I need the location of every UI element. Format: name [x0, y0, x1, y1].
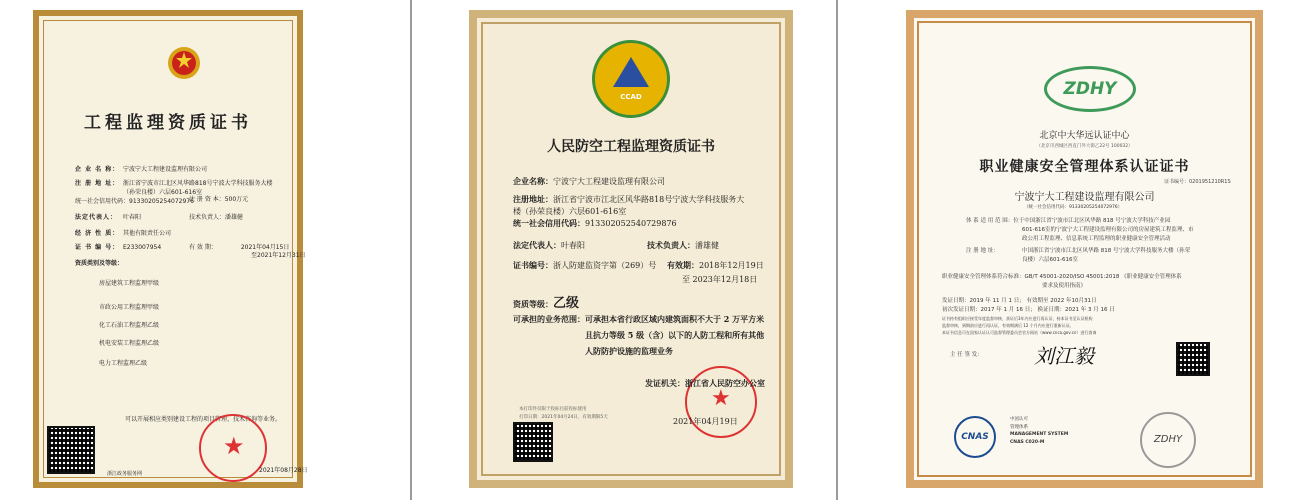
standard-line2: 要求及使用指南》 [1042, 283, 1087, 289]
zdhy-seal-icon: ZDHY [1140, 412, 1196, 468]
certificate-title: 工程监理资质证书 [84, 113, 252, 133]
credit-code: 91330205254072976 [129, 198, 194, 205]
ccad-logo-icon: CCAD [592, 40, 670, 118]
qualification-grade: 乙级 [553, 296, 580, 311]
note-3: 本证书信息可在国家认证认可监督管理委员会官方网站（www.cnca.gov.cn）进行查询 [942, 330, 1097, 335]
business-scope-line2: 且抗力等级 5 级（含）以下的人防工程和所有其他 [585, 330, 765, 340]
note-1: 证书持有组织应接受年度监督审核，获证后3年内应进行再认证，持本证书至认证机构 [942, 316, 1093, 321]
qr-code[interactable] [513, 422, 553, 462]
system-scope-line3: 政公用工程监理、信息系统工程监理的职业健康安全管理活动 [1022, 236, 1171, 242]
business-notice: 可以开展相应类别建设工程的项目管理、技术咨询等业务。 [125, 416, 282, 423]
business-scope-line1: 可承担本省行政区域内建筑面积不大于 2 万平方米 [585, 314, 765, 324]
signer-label: 主 任 签 发： [950, 352, 983, 358]
civil-air-defense-certificate: CCAD 人民防空工程监理资质证书 企业名称：宁波宁大工程建设监理有限公司 注册地址：浙江省宁波市江北区风华路818号宁波大学科技服务大 楼（孙荣良楼）六层601-616室 统一社会信用代码：913302052540729876 法定代表人：叶春阳 技术负责人：潘雄健 证书编号：浙人防建监资字第（269）号 有效期：2018年12月19日 至 2023年12月18日 资质等级：乙级 可承担的业务范围：可承担本省行政区域内建筑面积不大于 2 万平方米 且抗力等级 5 级（含）以下的人防工程和所有其他 人防防护设施的监理业务 ★ 发证机关：浙江省人民防空办公室 本打印件仅限于投标目前投标使用 打印日期：2021年04月24日，有效期限5天 2021年04月19日 [469, 10, 793, 488]
registered-capital: 500万元 [224, 196, 249, 203]
registered-address-line1: 中国浙江省宁波市江北区风华路 818 号宁波大学科技服务大楼（孙荣 [1022, 248, 1190, 254]
qr-code[interactable] [47, 426, 95, 474]
business-scope-line3: 人防防护设施的监理业务 [585, 346, 673, 356]
valid-to: 至2021年12月31日 [251, 252, 306, 259]
national-emblem-icon [167, 46, 201, 80]
legal-representative: 叶春阳 [123, 214, 142, 221]
official-seal [685, 366, 757, 438]
qualification-scope-3: 化工石油工程监理乙级 [99, 322, 160, 329]
certification-body: 北京中大华远认证中心 [1039, 131, 1130, 141]
print-note-2: 打印日期：2021年04月24日，有效期限5天 [519, 415, 608, 420]
system-scope-line1: 位于中国浙江省宁波市江北区风华路 818 号宁波大学科技产业园 [1013, 218, 1171, 224]
certificate-title: 职业健康安全管理体系认证证书 [979, 159, 1190, 175]
seal-star-icon: ★ [223, 432, 245, 460]
director-signature: 刘江毅 [1034, 344, 1094, 368]
first-issue-and-renewal: 初次发证日期：2017 年 1 月 16 日； 换证日期：2021 年 3 月 16 日 [942, 307, 1115, 313]
certification-body-address: （北京市西城区西直门外大街乙22号 100032） [1036, 144, 1133, 149]
qualification-certificate-supervision: 工程监理资质证书 企 业 名 称： 宁波宁大工程建设监理有限公司 注 册 地 址： 浙江省宁波市江北区风华路818号宁波大学科技服务大楼（孙荣良楼）六层601-616室 统一社会信用代码：91330205254072976 法定代表人： 叶春阳 注 册 资 本：500万元 技术负责人：潘雄健 经 济 性 质： 其他有限责任公司 证 书 编 号： E233007954 有 效 期： 2021年04月15日 至2021年12月31日 资质类别及等级： 房屋建筑工程监理甲级 市政公用工程监理甲级 化工石油工程监理乙级 机电安装工程监理乙级 电力工程监理乙级 可以开展相应类别建设工程的项目管理、技术咨询等业务。 ★ 浙江政务服务网 2021年08月28日 [33, 10, 303, 488]
legal-representative: 叶春阳 [561, 241, 585, 250]
system-scope-line2: 601-616室的宁波宁大工程建设监理有限公司的房屋建筑工程监理、市 [1022, 227, 1194, 233]
economic-nature: 其他有限责任公司 [123, 230, 172, 237]
footer-source: 浙江政务服务网 [107, 471, 143, 477]
qualification-scope-1: 房屋建筑工程监理甲级 [99, 280, 160, 287]
company-name: 宁波宁大工程建设监理有限公司 [1014, 192, 1155, 203]
valid-from: 2018年12月19日 [699, 261, 764, 270]
certificate-number: E233007954 [123, 244, 162, 251]
cnas-line-1: 中国认可 [1010, 417, 1028, 422]
valid-from: 2021年04月15日 [240, 244, 290, 251]
credit-code: （统一社会信用代码：9133020525407297​6） [1024, 205, 1123, 210]
certificate-number: 浙人防建监资字第（269）号 [553, 261, 657, 270]
valid-to: 至 2023年12月18日 [682, 275, 758, 284]
registered-address-line1: 浙江省宁波市江北区风华路818号宁波大学科技服务大 [553, 195, 745, 204]
cnas-line-4: CNAS C020-M [1010, 440, 1045, 445]
certificate-title: 人民防空工程监理资质证书 [547, 139, 715, 155]
qr-code[interactable] [1176, 342, 1210, 376]
technical-director: 潘雄健 [225, 214, 244, 221]
divider [836, 0, 838, 500]
issue-and-expiry: 发证日期：2019 年 11 月 1 日； 有效期至 2022 年10月31日 [942, 298, 1097, 304]
qualification-scope-5: 电力工程监理乙级 [99, 360, 148, 367]
qualification-scope-4: 机电安装工程监理乙级 [99, 340, 160, 347]
qualification-scope-2: 市政公用工程监理甲级 [99, 304, 160, 311]
official-seal [199, 414, 267, 482]
company-name: 宁波宁大工程建设监理有限公司 [553, 177, 665, 186]
issue-date: 2021年04月19日 [673, 417, 738, 426]
cnas-line-2: 管理体系 [1010, 425, 1028, 430]
technical-director: 潘雄健 [695, 241, 719, 250]
cnas-logo-icon: CNAS [954, 416, 996, 458]
ohs-management-certificate: ZDHY 北京中大华远认证中心 （北京市西城区西直门外大街乙22号 100032） 职业健康安全管理体系认证证书 证书编号：0201951210R1S 宁波宁大工程建设监理有限公司 （统一社会信用代码：9133020525407297​6） 体 系 适 用 范 围：位于中国浙江省宁波市江北区风华路 818 号宁波大学科技产业园 601-616室的宁波宁大工程建设监理有限公司的房屋建筑工程监理、市 政公用工程监理、信息系统工程监理的职业健康安全管理活动 注 册 地 址： 中国浙江省宁波市江北区风华路 818 号宁波大学科技服务大楼（孙荣 良楼）六层601-616室 职业健康安全管理体系符合标准：GB/T 45001-2020/ISO 45001:2018 《职业健康安全管理体系 要求及使用指南》 发证日期：2019 年 11 月 1 日； 有效期至 2022 年10月31日 初次发证日期：2017 年 1 月 16 日； 换证日期：2021 年 3 月 16 日 证书持有组织应接受年度监督审核，获证后3年内应进行再认证，持本证书至认证机构 监督审核，到期前应进行再认证，有效期满后 12 个月内应进行重新认证。 本证书信息可在国家认证认可监督管理委员会官方网站（www.cnca.gov.cn）进行查询 主 任 签 发： 刘江毅 CNAS 中国认可 管理体系 MANAGEMENT SYSTEM CNAS C020-M ZDHY [906, 10, 1263, 488]
issuing-authority: 浙江省人民防空办公室 [685, 378, 765, 388]
cnas-line-3: MANAGEMENT SYSTEM [1010, 432, 1069, 437]
divider [410, 0, 412, 500]
certificate-number: 证书编号：0201951210R1S [1164, 179, 1231, 185]
zdhy-logo-icon: ZDHY [1044, 66, 1136, 112]
registered-address: 浙江省宁波市江北区风华路818号宁波大学科技服务大楼（孙荣良楼）六层601-616室 [123, 180, 273, 196]
company-name: 宁波宁大工程建设监理有限公司 [123, 166, 208, 173]
print-note-1: 本打印件仅限于投标目前投标使用 [519, 407, 587, 412]
issue-date: 2021年08月28日 [259, 467, 308, 474]
registered-address-line2: 楼（孙荣良楼）六层601-616室 [513, 207, 627, 216]
seal-star-icon: ★ [711, 386, 731, 411]
note-2: 监督审核，到期前应进行再认证，有效期满后 12 个月内应进行重新认证。 [942, 323, 1074, 328]
registered-address-line2: 良楼）六层601-616室 [1022, 257, 1078, 263]
credit-code: 913302052540729876 [585, 219, 677, 228]
standard-line1: GB/T 45001-2020/ISO 45001:2018 《职业健康安全管理体系 [1024, 274, 1182, 280]
